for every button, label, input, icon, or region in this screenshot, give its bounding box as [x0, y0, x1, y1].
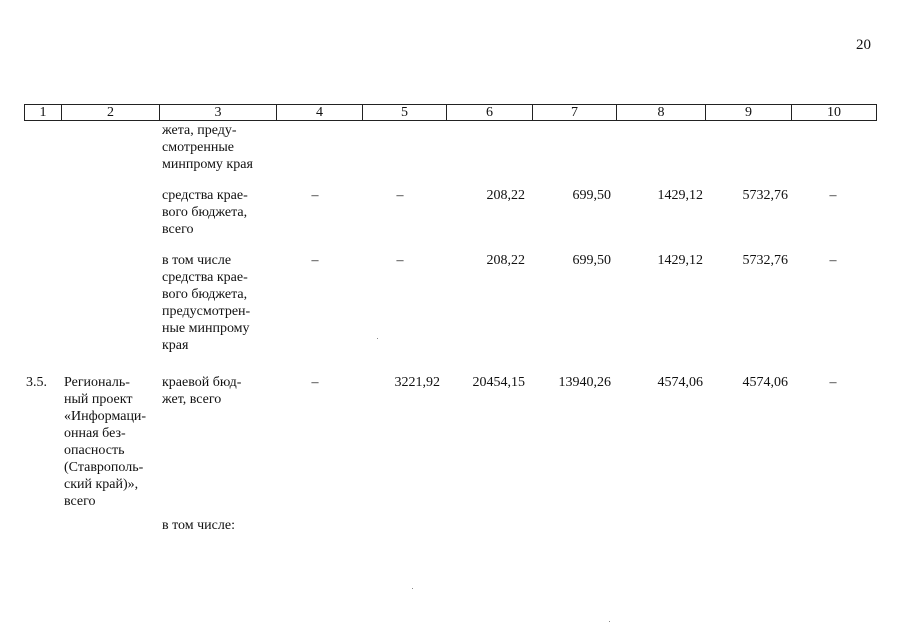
row-4-col7: 13940,26 [558, 375, 611, 390]
row-2-col5: – [396, 188, 404, 203]
row-4-col3-line-1: краевой бюд- [162, 375, 242, 390]
header-col-6: 6 [447, 105, 533, 120]
row-4-col4: – [311, 375, 319, 390]
row-3-col3-line-6: края [162, 338, 189, 353]
header-col-10: 10 [827, 105, 841, 120]
header-col-9: 9 [706, 105, 792, 120]
row-1-col3-line-1: жета, преду- [162, 123, 237, 138]
row-4-col2-line-5: опасность [64, 443, 125, 458]
row-4-col10: – [829, 375, 837, 390]
row-4-col2-line-1: Региональ- [64, 375, 130, 390]
row-2-col6: 208,22 [486, 188, 525, 203]
row-3-col3-line-2: средства крае- [162, 270, 248, 285]
row-4-col2-line-6: (Ставрополь- [64, 460, 144, 475]
row-4-col3-line-2: жет, всего [162, 392, 222, 407]
row-4-col5: 3221,92 [394, 375, 440, 390]
scan-speck [412, 588, 413, 589]
row-2-col3-line-2: вого бюджета, [162, 205, 248, 220]
row-1-col3-line-2: смотренные [162, 140, 234, 155]
row-4-col9: 4574,06 [742, 375, 788, 390]
row-3-col10: – [829, 253, 837, 268]
scan-speck [377, 338, 378, 339]
row-2-col7: 699,50 [572, 188, 611, 203]
row-5-col3-line-1: в том числе: [162, 518, 235, 533]
row-3-col4: – [311, 253, 319, 268]
row-2-col8: 1429,12 [657, 188, 703, 203]
row-4-col1: 3.5. [26, 375, 47, 390]
header-col-4: 4 [277, 105, 363, 120]
row-3-col5: – [396, 253, 404, 268]
row-4-col2-line-3: «Информаци- [64, 409, 147, 424]
row-2-col10: – [829, 188, 837, 203]
row-3-col3-line-1: в том числе [162, 253, 232, 268]
header-col-7: 7 [533, 105, 617, 120]
row-3-col8: 1429,12 [657, 253, 703, 268]
row-2-col4: – [311, 188, 319, 203]
header-col-1: 1 [25, 105, 62, 120]
header-col-8: 8 [617, 105, 706, 120]
row-3-col3-line-5: ные минпрому [162, 321, 250, 336]
page-number: 20 [856, 37, 871, 53]
scan-speck [609, 621, 610, 622]
row-2-col9: 5732,76 [742, 188, 788, 203]
header-col-5: 5 [363, 105, 447, 120]
row-4-col2-line-2: ный проект [64, 392, 133, 407]
row-1-col3-line-3: минпрому края [162, 157, 253, 172]
row-2-col3-line-3: всего [162, 222, 194, 237]
row-4-col8: 4574,06 [657, 375, 703, 390]
row-3-col9: 5732,76 [742, 253, 788, 268]
header-col-3: 3 [160, 105, 277, 120]
row-3-col7: 699,50 [572, 253, 611, 268]
table-header-row [24, 104, 877, 121]
row-4-col2-line-7: ский край)», [64, 477, 139, 492]
row-3-col3-line-3: вого бюджета, [162, 287, 248, 302]
row-4-col6: 20454,15 [472, 375, 525, 390]
row-4-col2-line-8: всего [64, 494, 96, 509]
header-col-2: 2 [62, 105, 160, 120]
row-4-col2-line-4: онная без- [64, 426, 126, 441]
row-2-col3-line-1: средства крае- [162, 188, 248, 203]
row-3-col6: 208,22 [486, 253, 525, 268]
row-3-col3-line-4: предусмотрен- [162, 304, 251, 319]
